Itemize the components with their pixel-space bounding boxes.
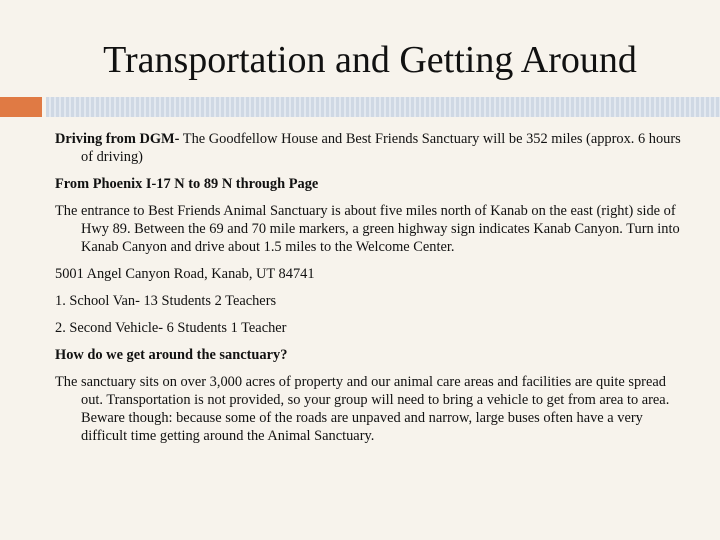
paragraph-driving xyxy=(55,130,685,166)
accent-bar-blue xyxy=(46,97,720,117)
paragraph-entrance: The entrance to Best Friends Animal Sanctuary is about five miles north of Kanab on the east (right) side of Hwy 89. Between the 69 and 70 mile markers, a green highway sign indicates Kanab Canyon. Turn into Kanab Canyon and drive about 1.5 miles to the Welcome Center. xyxy=(55,203,680,255)
paragraph-phoenix: From Phoenix I-17 N to 89 N through Page xyxy=(55,176,319,192)
paragraph-address: 5001 Angel Canyon Road, Kanab, UT 84741 xyxy=(55,266,315,282)
slide-body xyxy=(55,130,685,454)
accent-bar-orange xyxy=(0,97,42,117)
slide-title: Transportation and Getting Around xyxy=(103,39,637,81)
paragraph-sanctuary: The sanctuary sits on over 3,000 acres of property and our animal care areas and facilities are quite spread out. Transportation is not provided, so your group will need to bring a vehicle to get from area to area. Beware though: because some of the roads are unpaved and narrow, large buses often have a very difficult time getting around the Animal Sanctuary. xyxy=(55,374,670,444)
paragraph-second-vehicle: 2. Second Vehicle- 6 Students 1 Teacher xyxy=(55,320,287,336)
driving-heading: Driving from DGM- xyxy=(55,131,180,147)
paragraph-school-van: 1. School Van- 13 Students 2 Teachers xyxy=(55,293,277,309)
driving-text: The Goodfellow House and Best Friends Sanctuary will be 352 miles (approx. 6 hours of driving) xyxy=(81,131,681,165)
paragraph-question: How do we get around the sanctuary? xyxy=(55,347,288,363)
